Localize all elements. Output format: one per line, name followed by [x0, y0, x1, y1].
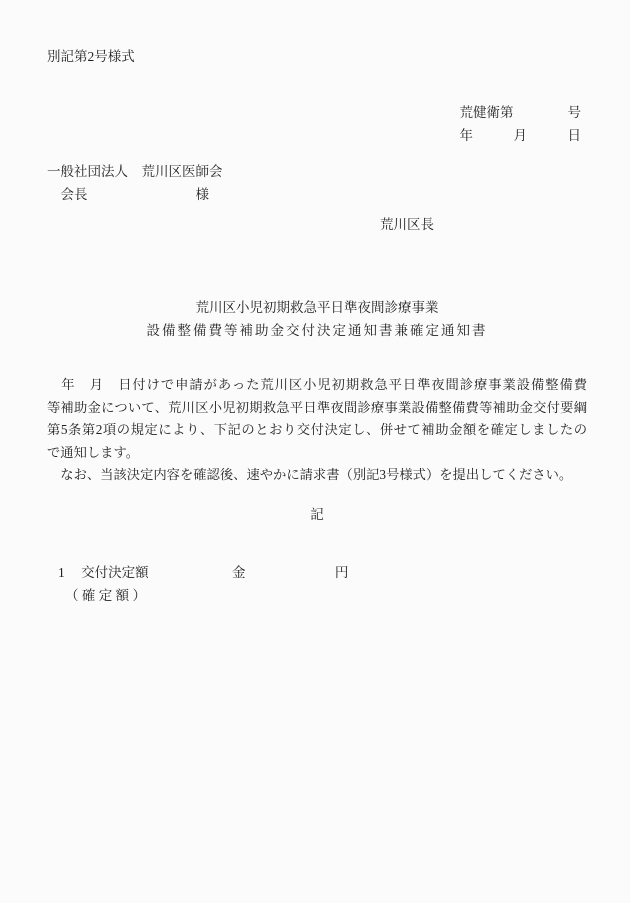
document-title-line1: 荒川区小児初期救急平日準夜間診療事業	[195, 300, 439, 315]
amount-label: 交付決定額	[81, 565, 149, 580]
recipient-title-line: 会長 様	[47, 187, 209, 202]
amount-currency-prefix: 金	[232, 565, 246, 580]
body-line-5: なお、当該決定内容を確認後、速やかに請求書（別記3号様式）を提出してください。	[47, 467, 573, 483]
body-paragraph	[47, 374, 587, 487]
body-line-3: 第5条第2項の規定により、下記のとおり交付決定し、併せて補助金額を確定しましたの	[47, 422, 587, 438]
form-number: 別記第2号様式	[47, 49, 135, 64]
body-line-4: で通知します。	[47, 444, 140, 460]
sender-name: 荒川区長	[380, 217, 434, 232]
confirmed-amount-line: （ 確 定 額 ）	[65, 588, 146, 603]
document-title-line2: 設備整備費等補助金交付決定通知書兼確定通知書	[146, 323, 488, 338]
body-line-1: 年 月 日付けで申請があった荒川区小児初期救急平日準夜間診療事業設備整備費	[47, 377, 587, 392]
recipient-org: 一般社団法人 荒川区医師会	[47, 164, 223, 179]
doc-number-line: 荒健衛第 号	[459, 105, 581, 120]
amount-currency-suffix: 円	[334, 565, 349, 580]
ki-marker: 記	[310, 507, 324, 522]
recipient-block	[47, 160, 223, 206]
amount-item-number: 1	[58, 565, 65, 580]
grant-amount-line	[58, 565, 348, 581]
date-line: 年 月 日	[459, 127, 581, 143]
doc-number-block	[460, 102, 582, 147]
document-title	[47, 296, 587, 342]
body-line-2: 等補助金について、荒川区小児初期救急平日準夜間診療事業設備整備費等補助金交付要綱	[47, 399, 587, 415]
